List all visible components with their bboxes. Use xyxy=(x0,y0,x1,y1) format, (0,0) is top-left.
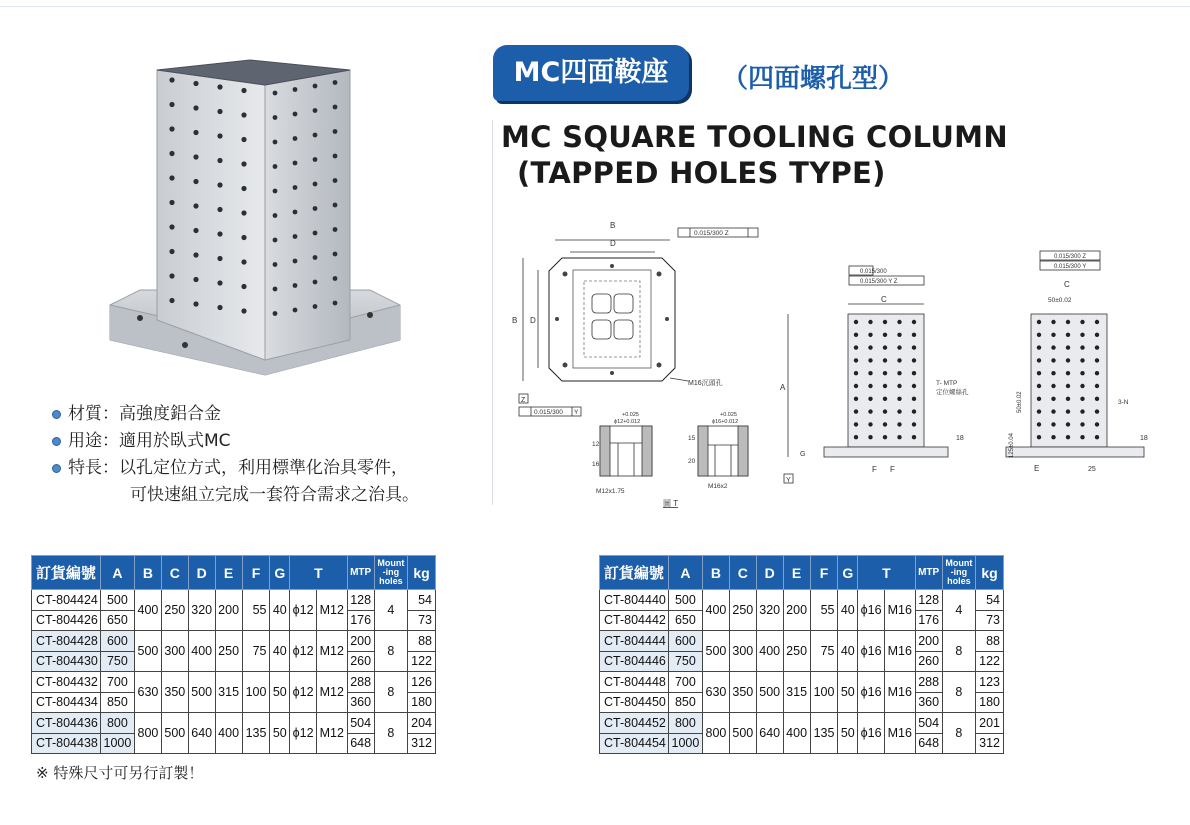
svg-text:F: F xyxy=(890,465,895,474)
svg-text:0.015/300 Y: 0.015/300 Y xyxy=(1054,264,1087,270)
mtp-cell: 260 xyxy=(347,651,374,672)
mtp-cell: 648 xyxy=(915,733,942,754)
order-code-cell: CT-804428 xyxy=(32,631,101,652)
dim-a-cell: 700 xyxy=(100,672,134,693)
table-row xyxy=(600,713,1004,734)
dim-a-cell: 600 xyxy=(100,631,134,652)
order-code-cell: CT-804434 xyxy=(32,692,101,713)
dim-c-cell: 300 xyxy=(161,631,188,672)
top-rule xyxy=(0,6,1190,7)
mtp-cell: 504 xyxy=(347,713,374,734)
dim-f-cell: 55 xyxy=(242,590,270,631)
mounting-holes-cell: 8 xyxy=(942,713,975,754)
svg-text:ϕ16+0.012: ϕ16+0.012 xyxy=(712,419,739,425)
order-code-cell: CT-804432 xyxy=(32,672,101,693)
dim-f-cell: 75 xyxy=(242,631,270,672)
svg-text:A: A xyxy=(780,383,786,392)
feature-advantage-cont: 可快速組立完成一套符合需求之治具。 xyxy=(130,485,419,505)
tol-label-z: 0.015/300 Z xyxy=(694,230,729,237)
weight-cell: 73 xyxy=(408,610,436,631)
table-row xyxy=(32,713,436,734)
svg-text:M12x1.75: M12x1.75 xyxy=(596,488,625,495)
order-code-cell: CT-804454 xyxy=(600,733,669,754)
svg-text:C: C xyxy=(1064,280,1070,289)
weight-cell: 122 xyxy=(976,651,1004,672)
product-subtitle-en: (TAPPED HOLES TYPE) xyxy=(517,156,886,190)
dim-e-cell: 315 xyxy=(215,672,242,713)
spec-table-m12: 訂貨編號 A B C D E F G T MTP Mount -ing holes kg CT-804424 500 400 250 320 200 55 40 ϕ12 M12 128 4 54 CT-804426 650 176 73 CT-804428 600 500 300 400 250 75 40 ϕ12 M12 200 8 88 CT-804430 750 260 122 CT-804432 700 630 350 500 315 100 50 ϕ12 M12 288 8 126 CT-804434 850 360 180 CT-804436 800 800 500 640 400 135 50 ϕ12 M12 504 8 204 CT-804438 1000 648 312 xyxy=(31,555,436,754)
mounting-holes-cell: 8 xyxy=(374,672,407,713)
dim-b-cell: 500 xyxy=(702,631,729,672)
figure-t-caption: 圖 T xyxy=(663,499,679,508)
dim-t-dia-cell: ϕ12 xyxy=(290,631,317,672)
column-divider xyxy=(492,120,493,505)
svg-text:Y: Y xyxy=(574,409,579,416)
dim-e-cell: 400 xyxy=(783,713,810,754)
weight-cell: 180 xyxy=(408,692,436,713)
weight-cell: 204 xyxy=(408,713,436,734)
dim-d-cell: 500 xyxy=(188,672,215,713)
bullet-icon xyxy=(52,437,61,446)
table-row xyxy=(32,590,436,611)
mounting-holes-cell: 8 xyxy=(374,713,407,754)
dim-c-cell: 500 xyxy=(729,713,756,754)
mounting-holes-cell: 4 xyxy=(374,590,407,631)
header-mounting-holes: Mount -ing holes xyxy=(942,556,975,590)
feature-usage: 用途：適用於臥式MC xyxy=(52,429,419,456)
dim-d-cell: 400 xyxy=(188,631,215,672)
weight-cell: 54 xyxy=(976,590,1004,611)
svg-text:Z: Z xyxy=(521,397,526,404)
dim-e-cell: 200 xyxy=(783,590,810,631)
weight-cell: 123 xyxy=(976,672,1004,693)
dim-a-cell: 1000 xyxy=(100,733,134,754)
mounting-holes-cell: 8 xyxy=(374,631,407,672)
svg-text:C: C xyxy=(881,295,887,304)
svg-text:0.015/300: 0.015/300 xyxy=(860,269,887,275)
dim-d-cell: 320 xyxy=(756,590,783,631)
svg-text:M16沉頭孔: M16沉頭孔 xyxy=(688,380,723,387)
dim-g-cell: 50 xyxy=(838,713,858,754)
dim-c-cell: 250 xyxy=(161,590,188,631)
feature-material: 材質：高強度鋁合金 xyxy=(52,402,419,429)
mtp-cell: 128 xyxy=(915,590,942,611)
mtp-cell: 288 xyxy=(347,672,374,693)
order-code-cell: CT-804430 xyxy=(32,651,101,672)
svg-text:12: 12 xyxy=(592,441,600,448)
order-code-cell: CT-804446 xyxy=(600,651,669,672)
mtp-cell: 260 xyxy=(915,651,942,672)
svg-text:18: 18 xyxy=(956,435,964,442)
dim-a-cell: 800 xyxy=(668,713,702,734)
dim-d-cell: 400 xyxy=(756,631,783,672)
dim-a-cell: 500 xyxy=(668,590,702,611)
dim-t-dia-cell: ϕ16 xyxy=(858,631,885,672)
bullet-icon xyxy=(52,464,61,473)
header-order-code: 訂貨編號 xyxy=(600,556,669,590)
mtp-cell: 176 xyxy=(347,610,374,631)
svg-text:T- MTP: T- MTP xyxy=(936,380,958,387)
dim-t-thread-cell: M12 xyxy=(317,713,348,754)
mtp-cell: 128 xyxy=(347,590,374,611)
svg-text:B: B xyxy=(512,316,518,325)
dim-g-cell: 50 xyxy=(838,672,858,713)
mounting-holes-cell: 8 xyxy=(942,631,975,672)
weight-cell: 88 xyxy=(976,631,1004,652)
order-code-cell: CT-804440 xyxy=(600,590,669,611)
dim-t-thread-cell: M12 xyxy=(317,590,348,631)
feature-advantage: 特長：以孔定位方式，利用標準化治具零件， xyxy=(52,456,419,483)
dim-d-cell: 640 xyxy=(188,713,215,754)
top-view-drawing xyxy=(510,218,770,518)
dim-g-cell: 50 xyxy=(270,672,290,713)
dim-a-cell: 500 xyxy=(100,590,134,611)
dim-b-cell: 800 xyxy=(702,713,729,754)
dim-t-thread-cell: M16 xyxy=(885,713,916,754)
dim-a-cell: 1000 xyxy=(668,733,702,754)
weight-cell: 312 xyxy=(408,733,436,754)
dim-g-cell: 40 xyxy=(838,590,858,631)
dim-t-thread-cell: M16 xyxy=(885,590,916,631)
order-code-cell: CT-804424 xyxy=(32,590,101,611)
weight-cell: 73 xyxy=(976,610,1004,631)
front-view-drawing xyxy=(776,262,976,484)
svg-text:15: 15 xyxy=(688,435,696,442)
dim-d-cell: 500 xyxy=(756,672,783,713)
dim-e-cell: 315 xyxy=(783,672,810,713)
dim-a-cell: 650 xyxy=(100,610,134,631)
weight-cell: 88 xyxy=(408,631,436,652)
dim-a-cell: 650 xyxy=(668,610,702,631)
svg-text:+0.025: +0.025 xyxy=(622,412,639,418)
dim-e-cell: 200 xyxy=(215,590,242,631)
svg-text:125±0.04: 125±0.04 xyxy=(1009,433,1015,458)
weight-cell: 122 xyxy=(408,651,436,672)
mtp-cell: 288 xyxy=(915,672,942,693)
spec-table-m16: 訂貨編號 A B C D E F G T MTP Mount -ing holes kg CT-804440 500 400 250 320 200 55 40 ϕ16 M16 128 4 54 CT-804442 650 176 73 CT-804444 600 500 300 400 250 75 40 ϕ16 M16 200 8 88 CT-804446 750 260 122 CT-804448 700 630 350 500 315 100 50 ϕ16 M16 288 8 123 CT-804450 850 360 180 CT-804452 800 800 500 640 400 135 50 ϕ16 M16 504 8 201 CT-804454 1000 648 312 xyxy=(599,555,1004,754)
order-code-cell: CT-804448 xyxy=(600,672,669,693)
svg-text:+0.025: +0.025 xyxy=(720,412,737,418)
order-code-cell: CT-804444 xyxy=(600,631,669,652)
dim-c-cell: 500 xyxy=(161,713,188,754)
dim-t-thread-cell: M12 xyxy=(317,672,348,713)
order-code-cell: CT-804436 xyxy=(32,713,101,734)
feature-list xyxy=(52,402,419,510)
table-row xyxy=(32,631,436,652)
dim-t-dia-cell: ϕ16 xyxy=(858,672,885,713)
dim-a-cell: 800 xyxy=(100,713,134,734)
dim-g-cell: 40 xyxy=(838,631,858,672)
svg-text:定位螺絲孔: 定位螺絲孔 xyxy=(936,389,969,396)
svg-text:D: D xyxy=(530,316,536,325)
svg-text:G: G xyxy=(800,451,806,458)
dim-a-cell: 850 xyxy=(668,692,702,713)
mtp-cell: 176 xyxy=(915,610,942,631)
svg-text:50±0.02: 50±0.02 xyxy=(1017,391,1023,413)
dim-f-cell: 100 xyxy=(242,672,270,713)
dim-c-cell: 250 xyxy=(729,590,756,631)
svg-text:F: F xyxy=(872,465,877,474)
dim-f-cell: 55 xyxy=(810,590,838,631)
mounting-holes-cell: 4 xyxy=(942,590,975,631)
dim-a-cell: 750 xyxy=(668,651,702,672)
mtp-cell: 200 xyxy=(347,631,374,652)
order-code-cell: CT-804426 xyxy=(32,610,101,631)
svg-text:50±0.02: 50±0.02 xyxy=(1048,297,1072,304)
svg-text:M16x2: M16x2 xyxy=(708,483,728,490)
custom-size-note: ※ 特殊尺寸可另行訂製！ xyxy=(36,764,204,782)
mounting-holes-cell: 8 xyxy=(942,672,975,713)
svg-text:18: 18 xyxy=(1140,435,1148,442)
dim-b-cell: 400 xyxy=(702,590,729,631)
dim-d-cell: 640 xyxy=(756,713,783,754)
svg-text:0.015/300 Z: 0.015/300 Z xyxy=(1054,254,1087,260)
dim-a-cell: 750 xyxy=(100,651,134,672)
dim-f-cell: 100 xyxy=(810,672,838,713)
dim-t-dia-cell: ϕ12 xyxy=(290,672,317,713)
dim-b-cell: 630 xyxy=(134,672,161,713)
dim-e-cell: 400 xyxy=(215,713,242,754)
dim-a-cell: 600 xyxy=(668,631,702,652)
dim-t-thread-cell: M12 xyxy=(317,631,348,672)
weight-cell: 54 xyxy=(408,590,436,611)
mtp-cell: 360 xyxy=(915,692,942,713)
svg-text:16: 16 xyxy=(592,461,600,468)
header-order-code: 訂貨編號 xyxy=(32,556,101,590)
dim-t-thread-cell: M16 xyxy=(885,672,916,713)
dim-t-dia-cell: ϕ12 xyxy=(290,713,317,754)
dim-b-cell: 400 xyxy=(134,590,161,631)
order-code-cell: CT-804438 xyxy=(32,733,101,754)
dim-b-cell: 630 xyxy=(702,672,729,713)
weight-cell: 126 xyxy=(408,672,436,693)
svg-text:B: B xyxy=(610,221,616,230)
table-row xyxy=(600,631,1004,652)
svg-text:0.015/300: 0.015/300 xyxy=(534,409,563,416)
table-row xyxy=(600,590,1004,611)
table-row xyxy=(32,672,436,693)
product-title-en: MC SQUARE TOOLING COLUMN xyxy=(501,120,1008,154)
dim-g-cell: 50 xyxy=(270,713,290,754)
svg-text:3-N: 3-N xyxy=(1118,399,1129,406)
dim-a-cell: 850 xyxy=(100,692,134,713)
order-code-cell: CT-804452 xyxy=(600,713,669,734)
dim-e-cell: 250 xyxy=(215,631,242,672)
table-row xyxy=(600,672,1004,693)
header-mounting-holes: Mount -ing holes xyxy=(374,556,407,590)
product-subtitle-cn: （四面螺孔型） xyxy=(722,64,905,94)
dim-g-cell: 40 xyxy=(270,590,290,631)
dim-t-dia-cell: ϕ12 xyxy=(290,590,317,631)
dim-c-cell: 350 xyxy=(729,672,756,713)
svg-text:Y: Y xyxy=(786,477,791,484)
mtp-cell: 504 xyxy=(915,713,942,734)
order-code-cell: CT-804450 xyxy=(600,692,669,713)
side-view-drawing xyxy=(1000,247,1160,484)
product-badge: MC四面鞍座 xyxy=(493,45,689,101)
dim-f-cell: 135 xyxy=(810,713,838,754)
dim-b-cell: 800 xyxy=(134,713,161,754)
dim-e-cell: 250 xyxy=(783,631,810,672)
tooling-column-photo xyxy=(100,55,410,390)
order-code-cell: CT-804442 xyxy=(600,610,669,631)
dim-t-dia-cell: ϕ16 xyxy=(858,590,885,631)
mtp-cell: 360 xyxy=(347,692,374,713)
dim-b-cell: 500 xyxy=(134,631,161,672)
weight-cell: 201 xyxy=(976,713,1004,734)
dim-d-cell: 320 xyxy=(188,590,215,631)
dim-f-cell: 135 xyxy=(242,713,270,754)
dim-t-thread-cell: M16 xyxy=(885,631,916,672)
mtp-cell: 200 xyxy=(915,631,942,652)
dim-t-dia-cell: ϕ16 xyxy=(858,713,885,754)
svg-text:0.015/300 Y Z: 0.015/300 Y Z xyxy=(860,279,898,285)
svg-text:ϕ12+0.012: ϕ12+0.012 xyxy=(614,419,641,425)
dim-g-cell: 40 xyxy=(270,631,290,672)
mtp-cell: 648 xyxy=(347,733,374,754)
bullet-icon xyxy=(52,410,61,419)
svg-text:20: 20 xyxy=(688,458,696,465)
svg-text:D: D xyxy=(610,239,616,248)
dim-c-cell: 350 xyxy=(161,672,188,713)
dim-a-cell: 700 xyxy=(668,672,702,693)
weight-cell: 312 xyxy=(976,733,1004,754)
svg-text:E: E xyxy=(1034,464,1040,473)
svg-text:25: 25 xyxy=(1088,466,1096,473)
dim-f-cell: 75 xyxy=(810,631,838,672)
weight-cell: 180 xyxy=(976,692,1004,713)
dim-c-cell: 300 xyxy=(729,631,756,672)
